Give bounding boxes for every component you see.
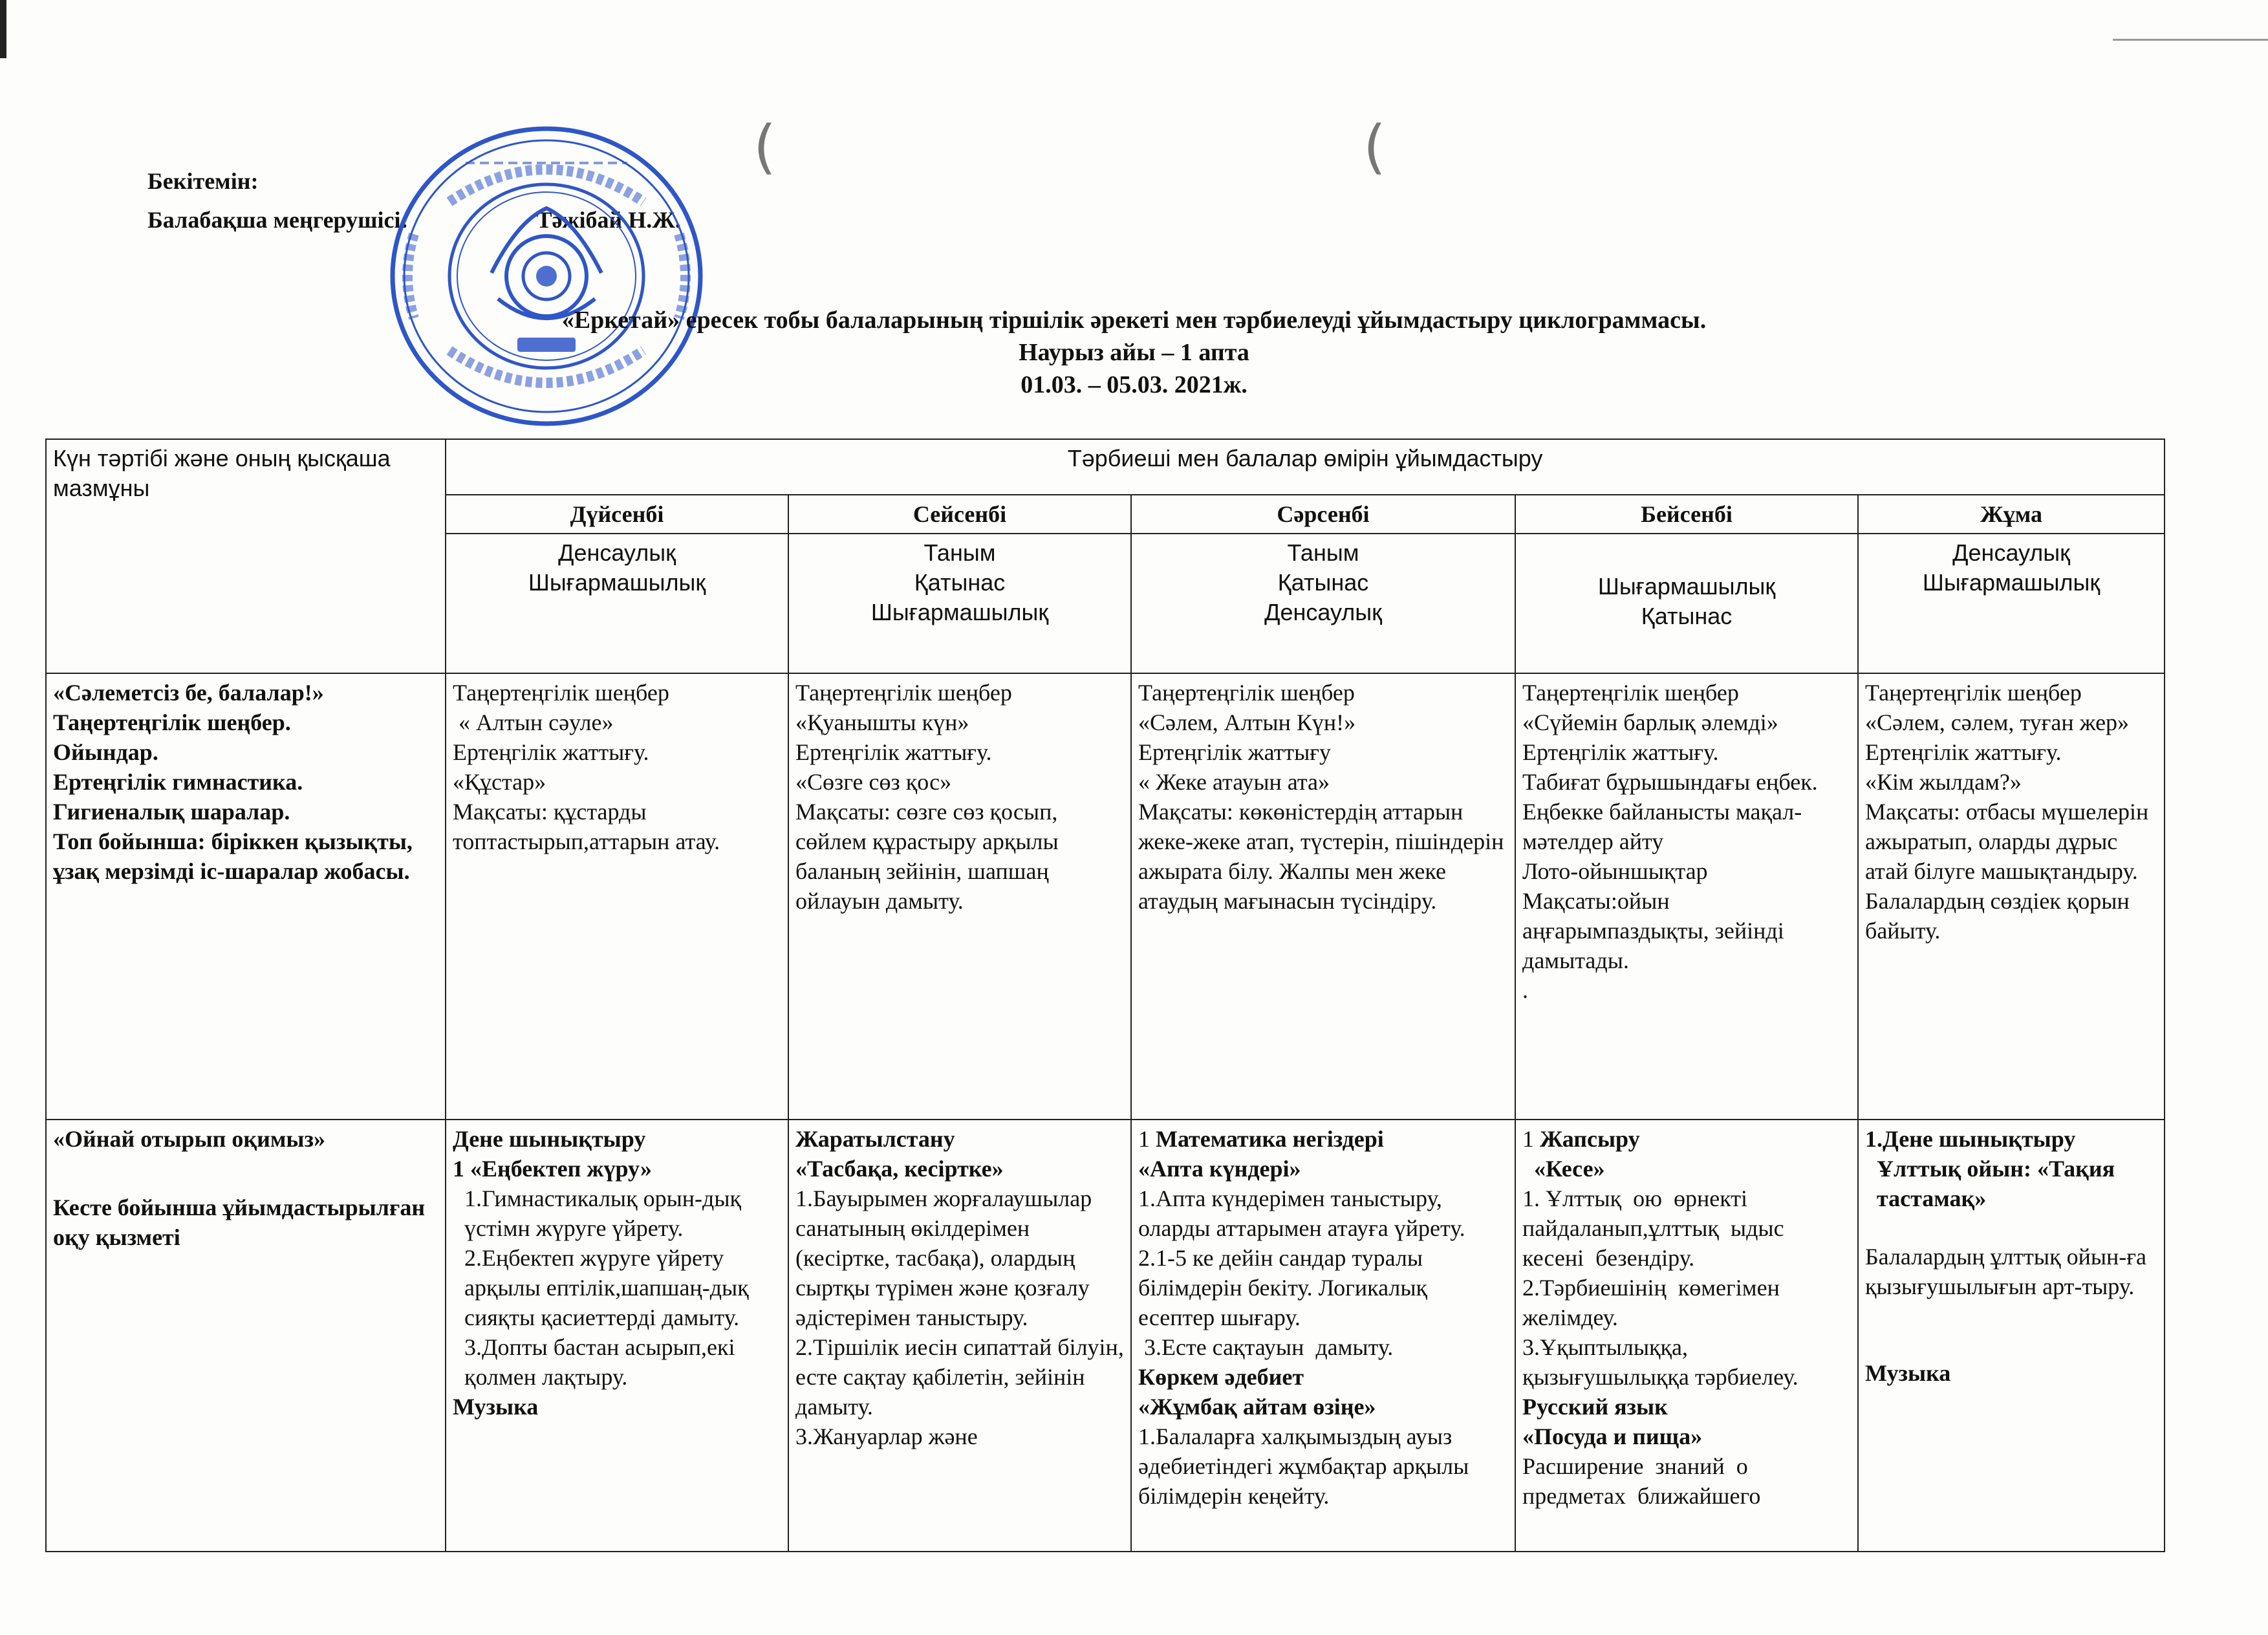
lesson-topic: «Тасбақа, кесіртке»	[795, 1156, 1004, 1182]
lesson-item: 1.Бауырымен жорғалаушылар санатының өкілдерімен (кесіртке, тасбақа), олардың сыртқы түрімен және қозғалу әдістерімен таныстыру.	[795, 1186, 1092, 1330]
lesson-subject: Жаратылстану	[795, 1126, 955, 1152]
area-label: Қатынас	[914, 569, 1006, 596]
area-label: Шығармашылық	[1922, 569, 2101, 596]
lesson-number: 1	[1138, 1126, 1150, 1152]
scan-artifact: (	[1363, 113, 1387, 181]
spacer	[1865, 1330, 2157, 1358]
cell-line: Ертеңгілік жаттығу.	[1522, 739, 1719, 765]
lessons-tuesday	[788, 1120, 1131, 1552]
cell-line: «Сөзге сөз қос»	[795, 769, 952, 795]
lesson-item: 3.Есте сақтауын дамыту.	[1138, 1334, 1394, 1360]
lesson-item: 2.1-5 ке дейін сандар туралы білімдерін бекіту. Логикалық есептер шығару.	[1138, 1245, 1428, 1330]
row-label-line: Топ бойынша: біріккен қызықты, ұзақ мерзімді іс-шаралар жобасы.	[53, 828, 413, 884]
lesson-topic: «Апта күндері»	[1138, 1156, 1301, 1182]
area-label: Қатынас	[1277, 569, 1369, 596]
cell-line: Мақсаты: сөзге сөз қосып, сөйлем құрастыру арқылы баланың зейінін, шапшаң ойлауын дамыту.	[795, 799, 1059, 914]
lesson-item: 3.Допты бастан асырып,екі қолмен лақтыру.	[464, 1334, 735, 1390]
morning-friday	[1858, 673, 2165, 1120]
corner-header: Күн тәртібі және оның қысқаша мазмұны	[46, 439, 446, 673]
areas-monday	[446, 534, 788, 673]
lesson-item: 2.Тәрбиешінің көмегімен желімдеу.	[1522, 1275, 1786, 1330]
area-label: Денсаулық	[1952, 539, 2070, 566]
approval-line: Бекітемін:	[147, 168, 259, 194]
morning-row	[46, 673, 2165, 1120]
lesson-item: 3.Ұқыптылыққа, қызығушылыққа тәрбиелеу.	[1522, 1334, 1798, 1390]
spacer	[1865, 1301, 2157, 1330]
cell-line: «Кім жылдам?»	[1865, 769, 2022, 795]
lessons-row	[46, 1120, 2165, 1552]
lesson-number: 1	[1522, 1126, 1534, 1152]
row-label-line: Ойындар.	[53, 739, 158, 765]
lesson-extra: Музыка	[1865, 1360, 1951, 1386]
cell-line: «Сүйемін барлық әлемді»	[1522, 709, 1778, 735]
table-header-row	[46, 439, 2165, 495]
cell-line: Ертеңгілік жаттығу.	[453, 739, 649, 765]
area-label: Денсаулық	[558, 539, 676, 566]
area-label: Шығармашылық	[870, 599, 1049, 625]
day-friday: Жұма	[1858, 495, 2165, 534]
lessons-wednesday	[1131, 1120, 1515, 1552]
day-thursday: Бейсенбі	[1515, 495, 1858, 534]
lessons-monday	[446, 1120, 788, 1552]
title-month-week: Наурыз айы – 1 апта	[1019, 339, 1249, 366]
cell-line: Мақсаты: отбасы мүшелерін ажыратып, оларды дұрыс атай білуге машықтандыру.	[1865, 799, 2149, 884]
row-label-line: Ертеңгілік гимнастика.	[53, 769, 303, 795]
lesson-item: 1.Апта күндерімен таныстыру, оларды аттарымен атауға үйрету.	[1138, 1186, 1465, 1241]
areas-thursday	[1515, 534, 1858, 673]
cell-line: .	[1522, 977, 1528, 1003]
lesson-item: Балалардың ұлттық ойын-ға қызығушылығын арт-тыру.	[1865, 1244, 2147, 1299]
area-label: Денсаулық	[1264, 599, 1382, 625]
lesson-subject: Жапсыру	[1540, 1126, 1640, 1152]
cell-line: Таңертеңгілік шеңбер	[795, 680, 1012, 706]
title-dates: 01.03. – 05.03. 2021ж.	[1021, 371, 1247, 398]
cell-line: Мақсаты: көкөністердің аттарын жеке-жеке атап, түстерін, пішіндерін ажырата білу. Жалпы мен жеке атаудың мағынасын түсіндіру.	[1138, 799, 1504, 914]
cell-line: « Жеке атауын ата»	[1138, 769, 1330, 795]
row-label-line: Гигиеналық шаралар.	[53, 799, 290, 825]
cell-line: «Сәлем, Алтын Күн!»	[1138, 709, 1356, 735]
title-line: «Еркетай» ересек тобы балаларының тіршілік әрекеті мен тәрбиелеуді ұйымдастыру циклограммасы.	[561, 307, 1707, 334]
row-label-line: «Сәлеметсіз бе, балалар!»	[53, 680, 324, 706]
lesson-item: 1.Гимнастикалық орын-дық үстімн жүруге үйрету.	[464, 1186, 742, 1241]
cell-line: Таңертеңгілік шеңбер	[1138, 680, 1355, 706]
cell-line: Таңертеңгілік шеңбер	[1522, 680, 1739, 706]
day-monday: Дүйсенбі	[446, 495, 788, 534]
lesson-topic: «Жұмбақ айтам өзіңе»	[1138, 1394, 1376, 1420]
day-tuesday: Сейсенбі	[788, 495, 1131, 534]
lesson-item: 2.Еңбектеп жүруге үйрету арқылы ептілік,шапшаң-дық сияқты қасиеттерді дамыту.	[464, 1245, 749, 1330]
lesson-subject: Математика негіздері	[1156, 1126, 1384, 1152]
cell-line: Мақсаты: құстарды топтастырып,аттарын атау.	[453, 799, 720, 854]
lessons-thursday	[1515, 1120, 1858, 1552]
area-label: Қатынас	[1641, 603, 1733, 629]
lesson-topic: 1 «Еңбектеп жүру»	[453, 1156, 652, 1182]
document-title	[0, 304, 2268, 401]
cell-line: « Алтын сәуле»	[453, 709, 614, 735]
lesson-topic: «Посуда и пища»	[1522, 1424, 1703, 1449]
lesson-item: 1. Ұлттық ою өрнекті пайдаланып,ұлттық ыдыс кесені безендіру.	[1522, 1186, 1790, 1271]
lesson-subject: Русский язык	[1522, 1394, 1668, 1420]
spacer	[53, 1154, 438, 1193]
morning-wednesday	[1131, 673, 1515, 1120]
scan-edge-mark	[0, 0, 6, 58]
lesson-topic: Ұлттық ойын: «Тақия тастамақ»	[1877, 1156, 2115, 1211]
areas-tuesday	[788, 534, 1131, 673]
cell-line: Мақсаты:ойын аңғарымпаздықты, зейінді дамытады.	[1522, 888, 1784, 973]
lessons-friday	[1858, 1120, 2165, 1552]
cyclogram-table	[45, 439, 2165, 1552]
lessons-row-label	[46, 1120, 446, 1552]
morning-tuesday	[788, 673, 1131, 1120]
areas-friday	[1858, 534, 2165, 673]
cell-line: Ертеңгілік жаттығу.	[795, 739, 992, 765]
cell-line: «Сәлем, сәлем, туған жер»	[1865, 709, 2130, 735]
lesson-subject: 1.Дене шынықтыру	[1865, 1126, 2076, 1152]
cell-line: Табиғат бұрышындағы еңбек.	[1522, 769, 1818, 795]
lesson-subject: Дене шынықтыру	[453, 1126, 646, 1152]
row-label-line: Таңертеңгілік шеңбер.	[53, 709, 291, 735]
day-wednesday: Сәрсенбі	[1131, 495, 1515, 534]
scan-artifact: (	[753, 113, 777, 181]
lesson-subject: Көркем әдебиет	[1138, 1364, 1304, 1390]
area-label: Шығармашылық	[1597, 573, 1776, 600]
lesson-item: 2.Тіршілік иесін сипаттай білуін, есте сақтау қабілетін, зейінін дамыту.	[795, 1334, 1124, 1420]
cell-line: «Құстар»	[453, 769, 546, 795]
morning-thursday	[1515, 673, 1858, 1120]
areas-wednesday	[1131, 534, 1515, 673]
cell-line: Лото-ойыншықтар	[1522, 858, 1708, 884]
lesson-item: 1.Балаларға халқымыздың ауыз әдебиетіндегі жұмбақтар арқылы білімдерін кеңейту.	[1138, 1424, 1469, 1509]
cell-line: Балалардың сөздiек қорын байыту.	[1865, 888, 2130, 944]
span-header: Тәрбиеші мен балалар өмірін ұйымдастыру	[446, 439, 2165, 495]
area-label	[1522, 538, 1851, 572]
cell-line: «Қуанышты күн»	[795, 709, 969, 735]
cell-line: Ертеңгілік жаттығу	[1138, 739, 1332, 765]
row-label-line: «Ойнай отырып оқимыз»	[53, 1126, 325, 1152]
lesson-item: Расширение знаний о предметах ближайшего	[1522, 1453, 1761, 1509]
row-label-line: Кесте бойынша ұйымдастырылған оқу қызметі	[53, 1195, 426, 1250]
cell-line: Еңбекке байланысты мақал-мәтелдер айту	[1522, 799, 1802, 854]
morning-monday	[446, 673, 788, 1120]
lesson-extra: Музыка	[453, 1394, 539, 1420]
cell-line: Ертеңгілік жаттығу.	[1865, 739, 2062, 765]
spacer	[1865, 1213, 2157, 1242]
cell-line: Таңертеңгілік шеңбер	[1865, 680, 2082, 706]
area-label: Таным	[923, 539, 996, 566]
lesson-topic: «Кесе»	[1534, 1156, 1605, 1182]
scan-top-line	[2113, 39, 2268, 41]
area-label: Шығармашылық	[528, 569, 706, 596]
morning-row-label	[46, 673, 446, 1120]
cell-line: Таңертеңгілік шеңбер	[453, 680, 669, 706]
area-label: Таным	[1287, 539, 1359, 566]
lesson-item: 3.Жануарлар және	[795, 1424, 978, 1449]
approval-role: Балабақша меңгерушісі:	[147, 207, 409, 233]
approval-name: Тәжібай Н.Ж.	[536, 207, 681, 233]
